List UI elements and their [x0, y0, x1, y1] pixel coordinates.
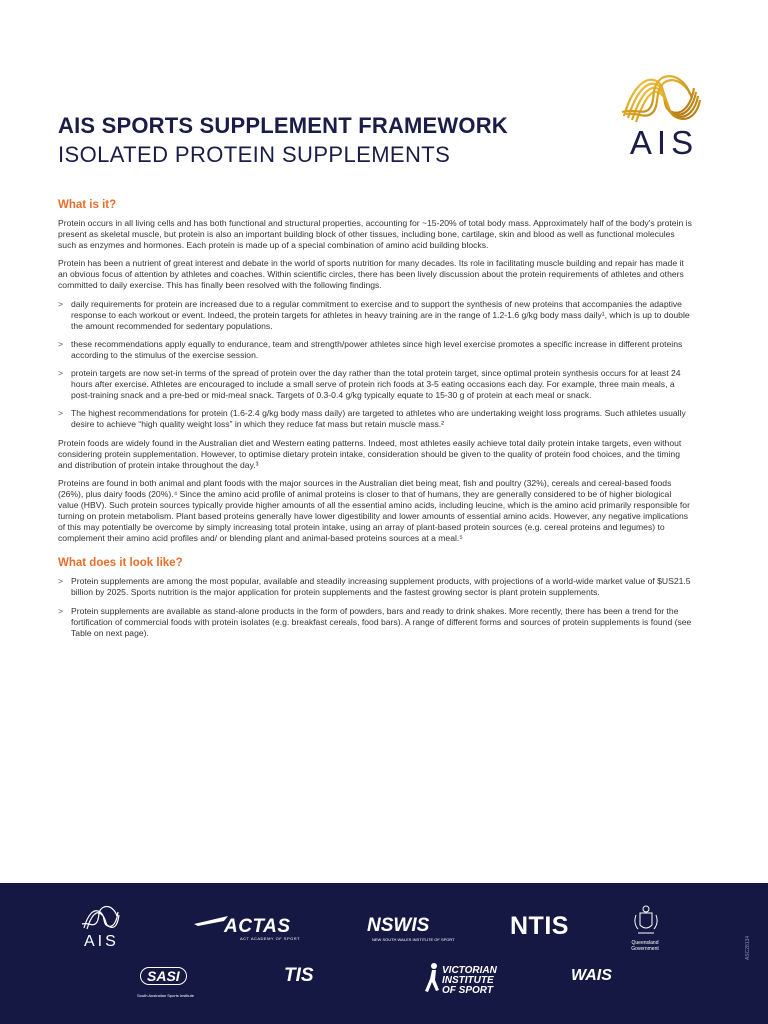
footer-queensland-logo: Queensland Government: [631, 940, 659, 952]
footer-sasi-subtitle: South Australian Sports Institute: [137, 993, 194, 998]
ais-logo-text: AIS: [629, 124, 699, 161]
section-heading-what-is-it: What is it?: [58, 199, 117, 211]
bullet-marker: >: [58, 338, 64, 349]
list-item: [58, 606, 694, 639]
footer-tis-logo: TIS: [284, 965, 314, 986]
victorian-runner-icon: [424, 962, 442, 998]
bullet-marker: >: [58, 298, 64, 309]
bullet-marker: >: [58, 408, 64, 419]
list-item-text: Protein supplements are available as stand-alone products in the form of powders, bars and ready to drink shakes. More recently, there has been a trend for the fortification of commercial foods with protein isolates (e.g. breakfast cereals, food bars). A range of different forms and sources of protein supplements is found (see Table on next page).: [71, 605, 692, 638]
footer-nswis-logo: NSWIS: [367, 915, 430, 936]
findings-list: [58, 299, 694, 431]
list-item-text: protein targets are now set-in terms of the spread of protein over the day rather than the total protein target, since optimal protein synthesis occurs for at least 24 hours after exercise. Athletes are encouraged to include a small serve of protein rich foods at 3-5 eating occasions each day. For example, three main meals, a post-training snack and a pre-bed or mid-meal snack. Targets of 0.3-0.4 g/kg typically equate to 15-30 g of protein at each meal or snack.: [71, 368, 681, 401]
footer-ntis-logo: NTIS: [510, 912, 569, 940]
main-content: [58, 199, 694, 646]
queensland-crest-icon: [632, 903, 660, 939]
footer-sasi-logo: SASI: [140, 967, 187, 985]
list-item-text: The highest recommendations for protein (1.6-2.4 g/kg body mass daily) are targeted to athletes who are undertaking weight loss programs. Such athletes usually desire to achieve “high quality weight loss” in which they reduce fat mass but retain muscle mass.²: [71, 408, 686, 430]
list-item-text: these recommendations apply equally to endurance, team and strength/power athletes since high level exercise promotes a specific increase in different proteins according to the stimulus of the exercise session.: [71, 338, 683, 360]
bullet-marker: >: [58, 576, 64, 587]
page-subtitle: ISOLATED PROTEIN SUPPLEMENTS: [58, 142, 451, 167]
bullet-marker: >: [58, 368, 64, 379]
footer-nswis-subtitle: NEW SOUTH WALES INSTITUTE OF SPORT: [372, 937, 455, 942]
list-item: [58, 299, 694, 332]
ais-ribbon-white-icon: [80, 904, 120, 934]
bullet-marker: >: [58, 605, 64, 616]
list-item: [58, 368, 694, 401]
page-title: AIS SPORTS SUPPLEMENT FRAMEWORK: [58, 113, 508, 138]
paragraph: Protein occurs in all living cells and has both functional and structural properties, accounting for ~15-20% of total body mass. Approximately half of the body's protein is present as skeletal muscle, but protein is also an important building block of other tissues, including bone, cartilage, skin and blood as well as functional molecules such as enzymes and hormones. Each protein is made up of a special combination of amino acid building blocks.: [58, 218, 692, 251]
footer-actas-subtitle: ACT ACADEMY OF SPORT: [240, 936, 301, 941]
list-item: [58, 408, 694, 430]
paragraph: Proteins are found in both animal and plant foods with the major sources in the Australian diet being meat, fish and poultry (32%), cereals and cereal-based foods (26%), plus dairy foods (20%).⁴ Since the amino acid profile of animal proteins is closer to that of humans, they are generally considered to be of higher biological value (HBV). Such protein sources typically provide higher amounts of all the essential amino acids, including leucine, which is the amino acid primarily responsible for turning on protein metabolism. Plant based proteins generally have lower digestibility and lower amounts of essential amino acids. However, any negative implications of this may potentially be overcome by simply increasing total protein intake, using an array of plant-based protein sources (e.g. cereal proteins and legumes) to complement their amino acid profiles and/ or blending plant and animal-based proteins sources at a meal.⁵: [58, 477, 690, 544]
document-code: ASC28134: [745, 935, 751, 960]
footer-ais-logo: AIS: [84, 933, 119, 950]
footer-wais-logo: WAIS: [571, 967, 612, 984]
section-heading-what-does-it-look-like: What does it look like?: [58, 557, 183, 570]
list-item-text: Protein supplements are among the most popular, available and steadily increasing supplement products, with projections of a world-wide market value of $US21.5 billion by 2025. Sports nutrition is the major application for protein supplements and the fastest growing sector is plant protein supplements.: [71, 576, 691, 598]
paragraph: Protein has been a nutrient of great interest and debate in the world of sports nutrition for many decades. Its role in facilitating muscle building and repair has made it an obvious focus of attention by athletes and coaches. Within scientific circles, there has been lively discussion about the protein requirements of athletes and others committed to daily exercise. This has finally been resolved with the following findings.: [58, 258, 684, 291]
footer-vis-logo: VICTORIAN INSTITUTE OF SPORT: [442, 965, 497, 996]
list-item-text: daily requirements for protein are increased due to a regular commitment to exercise and to support the synthesis of new proteins that accompanies the adaptive response to each workout or event. Indeed, the protein targets for athletes in heavy training are in the range of 1.2-1.6 g/kg body mass daily¹, which is up to double the amount recommended for sedentary populations.: [71, 298, 690, 331]
list-item: [58, 576, 694, 598]
appearance-list: [58, 576, 694, 638]
footer-actas-logo: ACTAS: [224, 916, 291, 937]
list-item: [58, 339, 694, 361]
paragraph: Protein foods are widely found in the Australian diet and Western eating patterns. Indeed, most athletes easily achieve total daily protein intake targets, even without considering protein supplementation. However, to optimise dietary protein intake, consideration should be given to the quality of protein food choices, and the timing and distribution of protein intake throughout the day.³: [58, 437, 682, 470]
